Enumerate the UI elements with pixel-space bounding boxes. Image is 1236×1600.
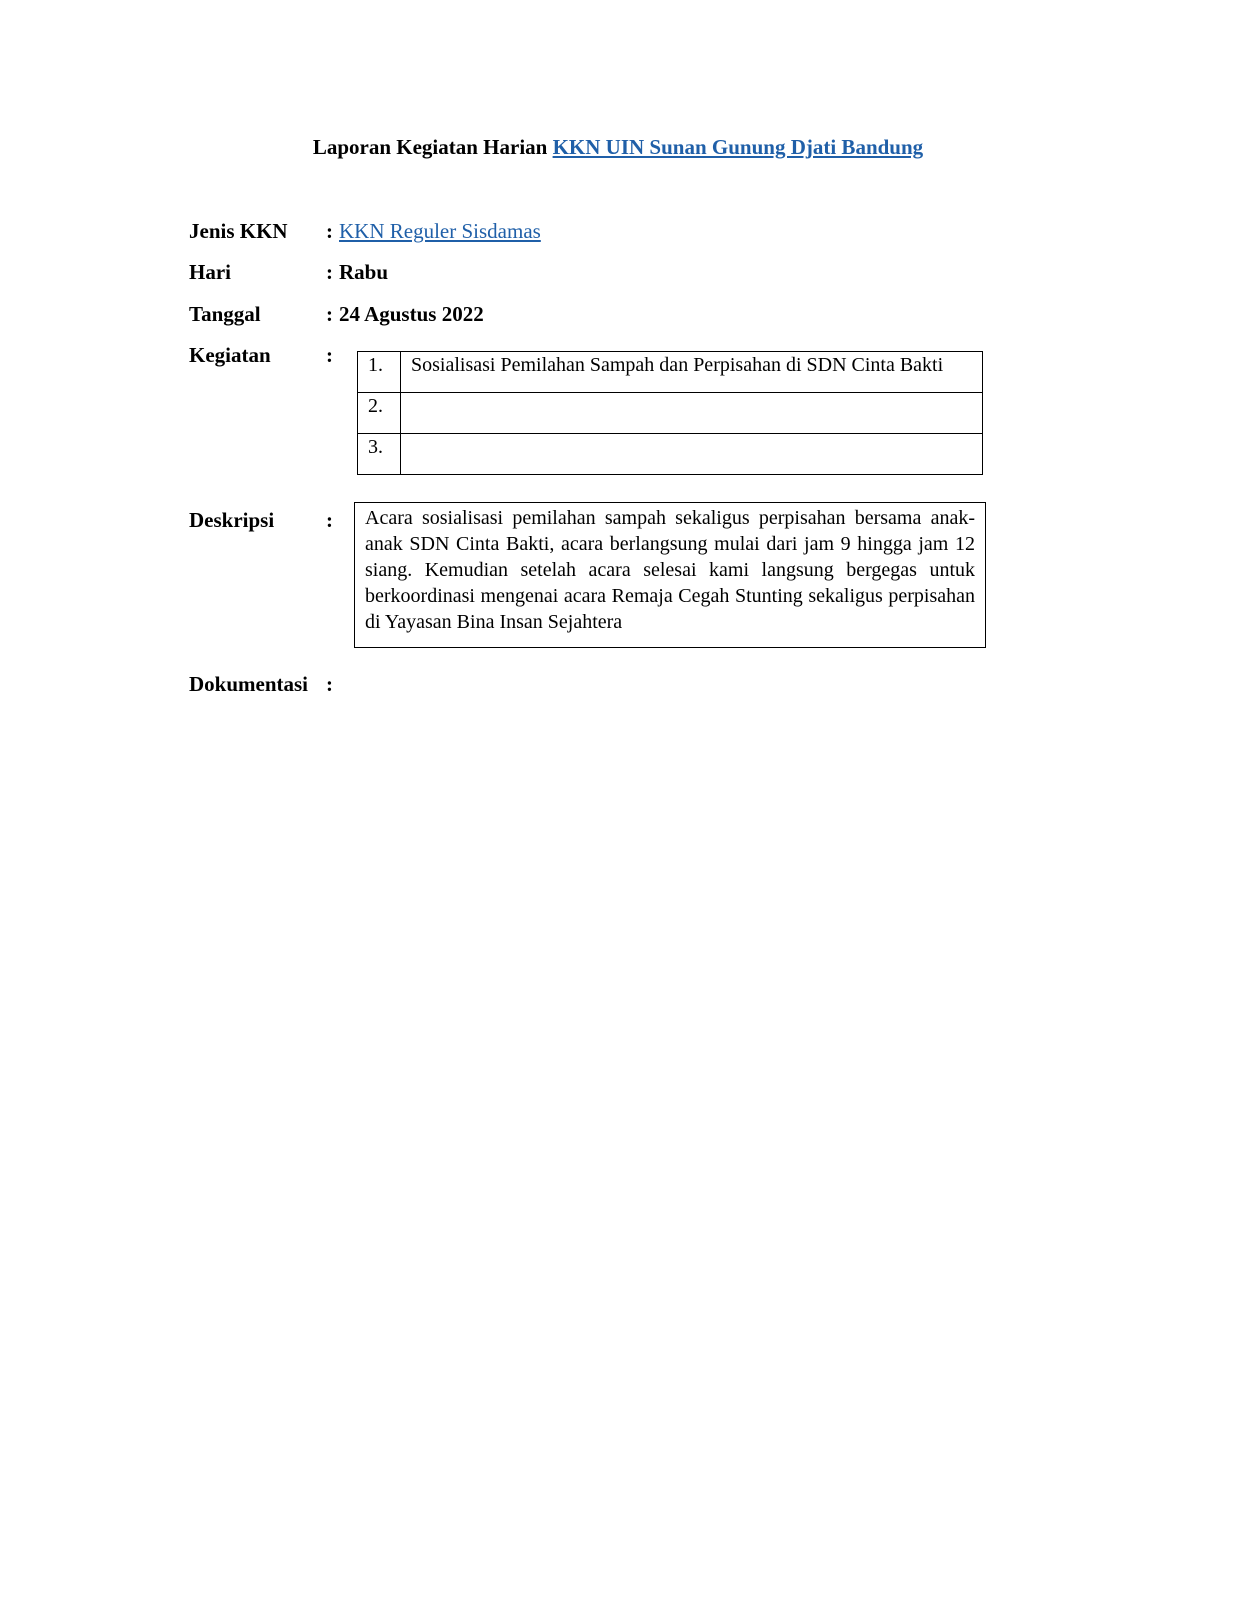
page-title-prefix: Laporan Kegiatan Harian	[312, 135, 548, 159]
jenis-kkn-value[interactable]: KKN Reguler Sisdamas	[339, 219, 541, 243]
activity-number: 3.	[358, 434, 401, 475]
tanggal-colon: :	[326, 302, 333, 326]
table-row	[358, 352, 983, 393]
deskripsi-colon: :	[326, 508, 333, 532]
kegiatan-colon: :	[326, 343, 333, 367]
activity-text	[401, 393, 983, 434]
tanggal-value: 24 Agustus 2022	[339, 302, 484, 326]
page-title	[0, 133, 1236, 161]
deskripsi-label: Deskripsi	[189, 508, 275, 532]
table-row	[358, 434, 983, 475]
table-row	[358, 393, 983, 434]
jenis-kkn-label: Jenis KKN	[189, 219, 288, 243]
activity-number: 1.	[358, 352, 401, 393]
description-box: Acara sosialisasi pemilahan sampah sekaligus perpisahan bersama anak-anak SDN Cinta Bakti, acara berlangsung mulai dari jam 9 hingga jam 12 siang. Kemudian setelah acara selesai kami langsung bergegas untuk berkoordinasi mengenai acara Remaja Cegah Stunting sekaligus perpisahan di Yayasan Bina Insan Sejahtera	[354, 502, 986, 648]
hari-value: Rabu	[339, 260, 389, 284]
activity-number: 2.	[358, 393, 401, 434]
jenis-kkn-colon: :	[326, 219, 333, 243]
dokumentasi-colon: :	[326, 672, 333, 696]
tanggal-label: Tanggal	[189, 302, 261, 326]
hari-label: Hari	[189, 260, 231, 284]
dokumentasi-label: Dokumentasi	[189, 672, 309, 696]
hari-colon: :	[326, 260, 333, 284]
kegiatan-label: Kegiatan	[189, 343, 271, 367]
institution-link[interactable]: KKN UIN Sunan Gunung Djati Bandung	[552, 135, 924, 159]
activity-text: Sosialisasi Pemilahan Sampah dan Perpisahan di SDN Cinta Bakti	[401, 352, 983, 393]
activity-text	[401, 434, 983, 475]
activities-table	[357, 351, 983, 475]
